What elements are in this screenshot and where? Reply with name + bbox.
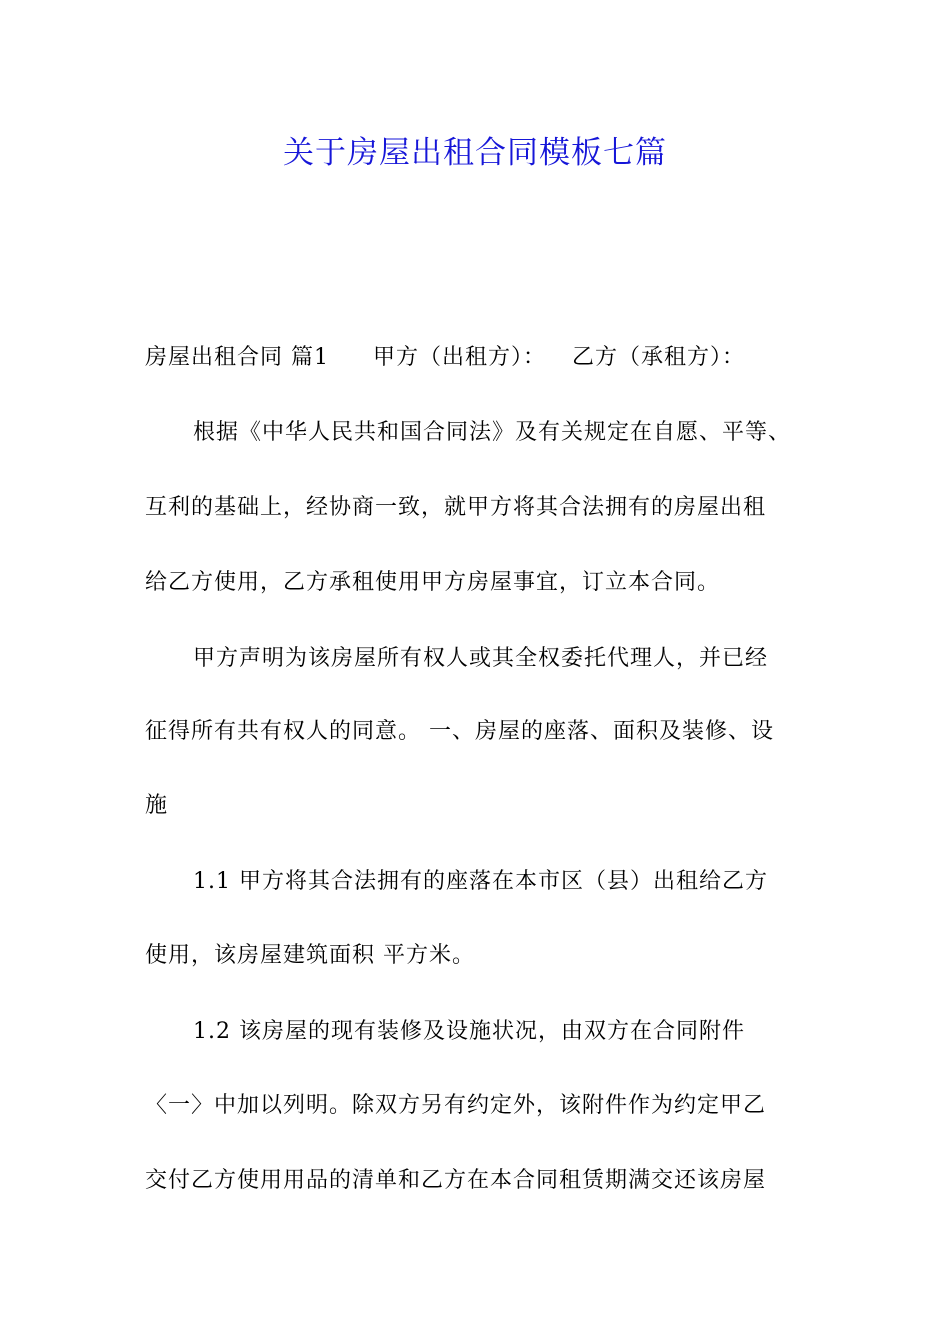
section-heading: 房屋出租合同 篇1 [145,345,329,370]
paragraph-line: 互利的基础上，经协商一致，就甲方将其合法拥有的房屋出租 [145,495,767,520]
paragraph-line: 1.1 甲方将其合法拥有的座落在本市区（县）出租给乙方 [193,869,768,894]
paragraph-line: 根据《中华人民共和国合同法》及有关规定在自愿、平等、 [193,420,792,445]
paragraph-line: 使用，该房屋建筑面积 平方米。 [145,943,475,968]
paragraph-line: 给乙方使用，乙方承租使用甲方房屋事宜，订立本合同。 [145,570,721,595]
party-b-label: 乙方（承租方）： [572,345,746,370]
paragraph-line: 交付乙方使用用品的清单和乙方在本合同租赁期满交还该房屋 [145,1168,767,1193]
paragraph-line: 征得所有共有权人的同意。 一、房屋的座落、面积及装修、设 [145,719,774,744]
contract-header-line [145,342,745,374]
document-title: 关于房屋出租合同模板七篇 [283,135,667,171]
paragraph-line: 〈一〉中加以列明。除双方另有约定外，该附件作为约定甲乙 [145,1093,767,1118]
paragraph-line: 1.2 该房屋的现有装修及设施状况，由双方在合同附件 [193,1019,745,1044]
party-a-label: 甲方（出租方）： [373,345,547,370]
paragraph-line: 施 [145,793,169,818]
paragraph-line: 甲方声明为该房屋所有权人或其全权委托代理人，并已经 [193,646,769,671]
